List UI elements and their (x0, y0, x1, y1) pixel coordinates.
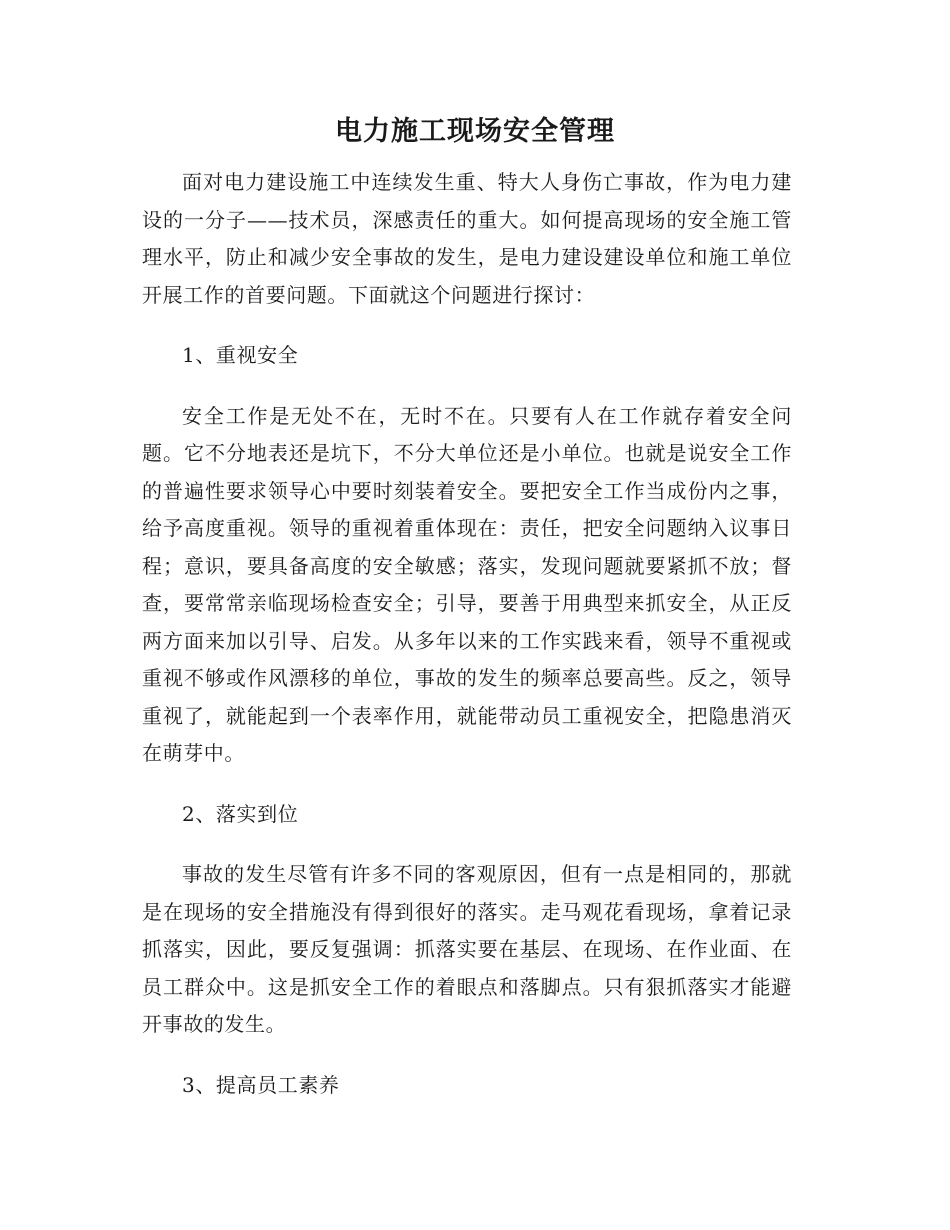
section-heading-1: 1、重视安全 (182, 343, 299, 367)
paragraph-spacer (142, 1044, 792, 1067)
paragraph-spacer (142, 773, 792, 796)
section-heading-3: 3、提高员工素养 (182, 1072, 340, 1097)
paragraph-spacer (142, 314, 792, 337)
document-body (142, 164, 792, 1104)
section-text-1: 安全工作是无处不在，无时不在。只要有人在工作就存着安全问题。它不分地表还是坑下，不分大单位还是小单位。也就是说安全工作的普遍性要求领导心中要时刻装着安全。要把安全工作当成份内之事，给予高度重视。领导的重视着重体现在：责任，把安全问题纳入议事日程；意识，要具备高度的安全敏感；落实，发现问题就要紧抓不放；督查，要常常亲临现场检查安全；引导，要善于用典型来抓安全，从正反两方面来加以引导、启发。从多年以来的工作实践来看，领导不重视或重视不够或作风漂移的单位，事故的发生的频率总要高些。反之，领导重视了，就能起到一个表率作用，就能带动员工重视安全，把隐患消灭在萌芽中。 (142, 403, 792, 765)
document-title: 电力施工现场安全管理 (335, 116, 615, 147)
paragraph-spacer (142, 833, 792, 856)
section-heading-2: 2、落实到位 (182, 801, 299, 826)
intro-paragraph: 面对电力建设施工中连续发生重、特大人身伤亡事故，作为电力建设的一分子——技术员，深感责任的重大。如何提高现场的安全施工管理水平，防止和减少安全事故的发生，是电力建设建设单位和施工单位开展工作的首要问题。下面就这个问题进行探讨： (142, 170, 792, 307)
paragraph-spacer (142, 375, 792, 398)
section-text-2: 事故的发生尽管有许多不同的客观原因，但有一点是相同的，那就是在现场的安全措施没有得到很好的落实。走马观花看现场，拿着记录抓落实，因此，要反复强调：抓落实要在基层、在现场、在作业面、在员工群众中。这是抓安全工作的着眼点和落脚点。只有狠抓落实才能避开事故的发生。 (142, 862, 792, 1036)
